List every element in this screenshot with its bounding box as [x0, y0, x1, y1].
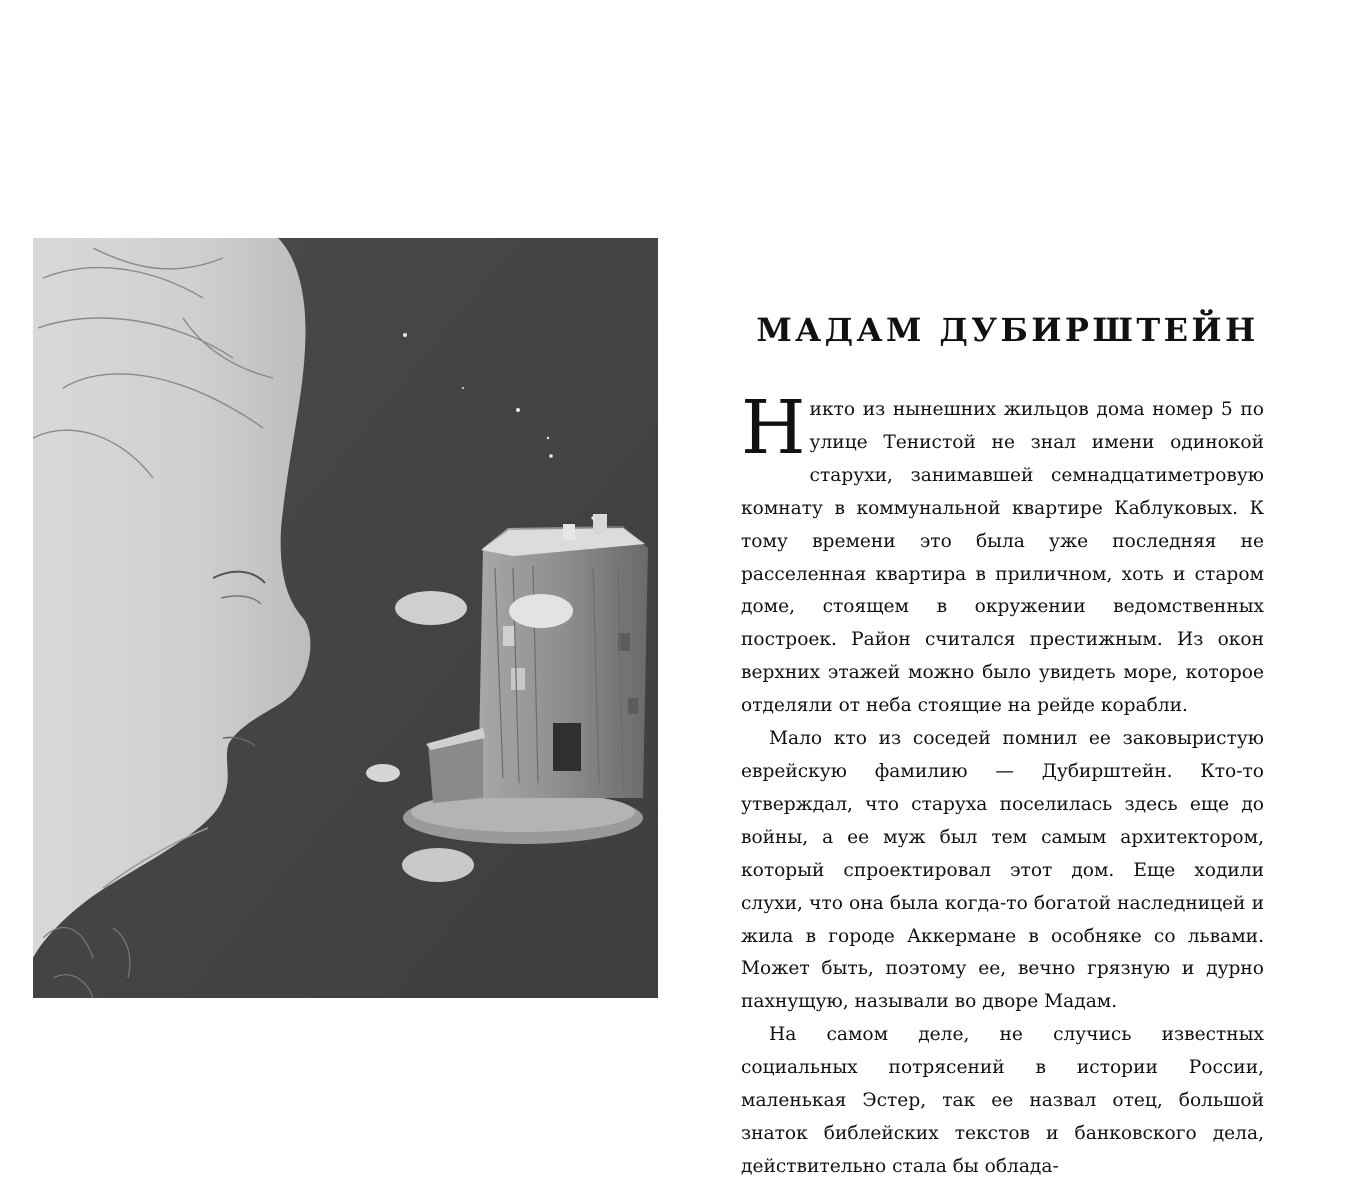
- cloud-4: [402, 848, 474, 882]
- paragraph-1: [741, 385, 1264, 723]
- chapter-title: МАДАМ ДУБИРШТЕЙН: [756, 311, 1259, 349]
- cloud-3: [366, 764, 400, 782]
- illustration-profile-and-house: [33, 238, 658, 998]
- pencil-illustration: [33, 238, 658, 998]
- chapter-body: [741, 385, 1264, 1184]
- cloud-1: [395, 591, 467, 625]
- paragraph-3: На самом деле, не случись известных социальных потрясений в истории России, маленькая Эстер, так ее назвал отец, большой знаток библейских текстов и банковского дела, действительно стала бы облада-: [741, 1024, 1264, 1177]
- cloud-2: [509, 594, 573, 628]
- text-page: [741, 300, 1264, 1177]
- paragraph-2: Мало кто из соседей помнил ее заковыристую еврейскую фамилию — Дубирштейн. Кто-то утверждал, что старуха поселилась здесь еще до войны, а ее муж был тем самым архитектором, который спроектировал этот дом. Еще ходили слухи, что она была когда-то богатой наследницей и жила в городе Аккермане в особняке со львами. Может быть, поэтому ее, вечно грязную и дурно пахнущую, называли во дворе Мадам.: [741, 728, 1264, 1013]
- drop-cap: Н: [741, 385, 806, 471]
- paragraph-1-text: икто из нынешних жильцов дома номер 5 по улице Тенистой не знал имени одинокой старухи, занимавшей семнадцатиметровую комнату в коммунальной квартире Каблуковых. К тому времени это была уже последняя не расселенная квартира в приличном, хоть и старом доме, стоящем в окружении ведомственных построек. Район считался престижным. Из окон верхних этажей можно было увидеть море, которое отделяли от неба стоящие на рейде корабли.: [741, 399, 1264, 717]
